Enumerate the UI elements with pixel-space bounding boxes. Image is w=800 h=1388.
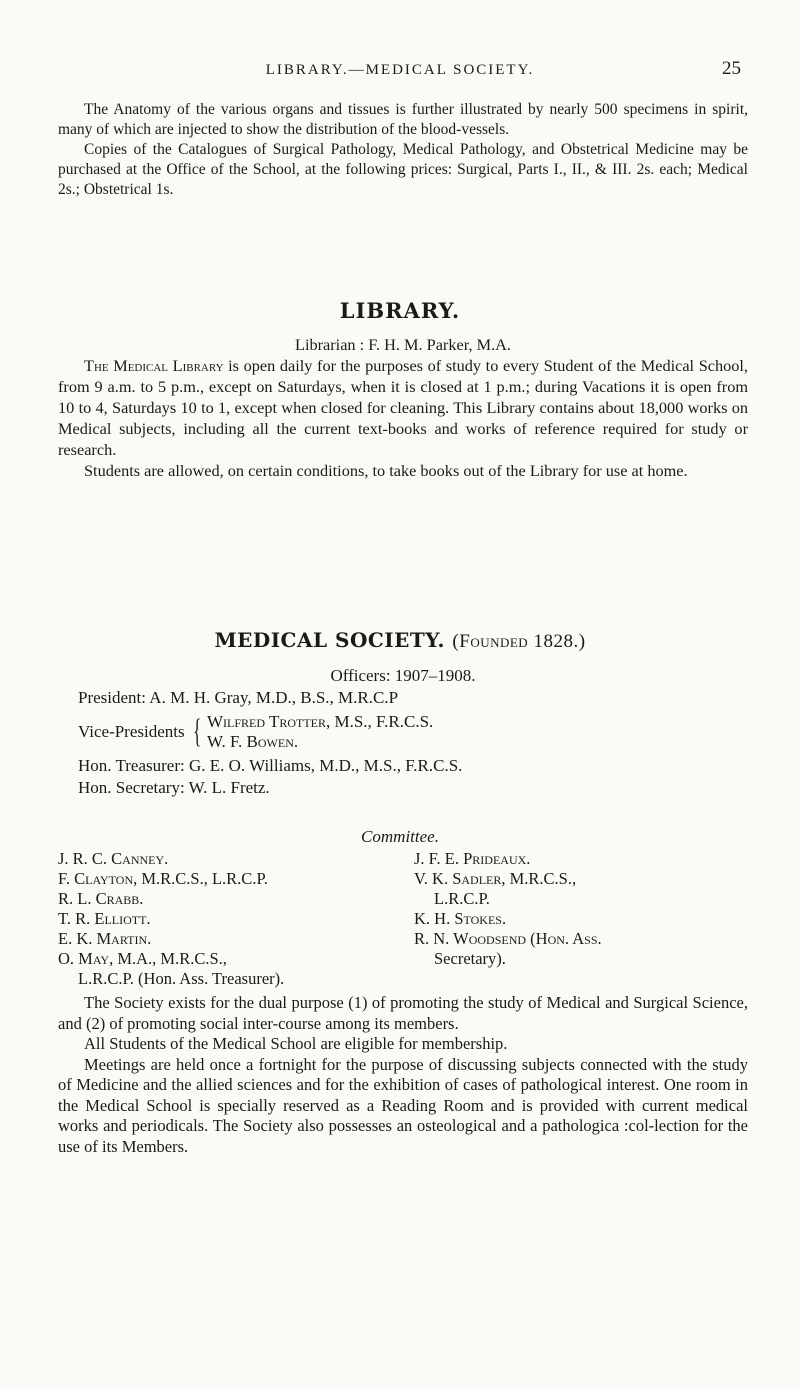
- library-section: [58, 334, 748, 481]
- meetings-paragraph: Meetings are held once a fortnight for the purpose of discussing subjects connected with the study of Medicine and the allied sciences and for the exhibition of cases of pathological interest. One room in the Medical School is specially reserved as a Reading Room and is provided with current medical works and periodicals. The Society also possesses an osteological and a pathologica :col-lection for the use of its Members.: [58, 1054, 748, 1156]
- officers-title: Officers: 1907–1908.: [330, 666, 476, 685]
- committee-member: R. N. Woodsend (Hon. Ass.: [414, 929, 602, 948]
- society-description: [58, 993, 748, 1157]
- committee-right-column: [414, 849, 602, 969]
- treasurer-line: Hon. Treasurer: G. E. O. Williams, M.D., M.S., F.R.C.S.: [78, 756, 463, 775]
- committee-member-continued: L.R.C.P. (Hon. Ass. Treasurer).: [78, 969, 285, 988]
- brace-glyph: {: [192, 713, 201, 750]
- anatomy-intro: [58, 100, 748, 200]
- committee-member: J. F. E. Prideaux.: [414, 849, 531, 868]
- vice-presidents: [58, 709, 748, 755]
- committee-member: V. K. Sadler, M.R.C.S.,: [414, 869, 577, 888]
- committee-title: Committee.: [361, 827, 439, 846]
- committee-member: T. R. Elliott.: [58, 909, 151, 928]
- committee-member-continued: L.R.C.P.: [434, 889, 490, 908]
- page-number: 25: [722, 58, 741, 79]
- society-title: MEDICAL SOCIETY.: [214, 628, 445, 652]
- officers-section: [58, 665, 748, 799]
- membership-paragraph: All Students of the Medical School are eligible for membership.: [84, 1034, 508, 1053]
- committee-member-continued: Secretary).: [434, 949, 506, 968]
- vice-presidents-label: Vice-Presidents: [78, 722, 185, 741]
- running-head: LIBRARY.—MEDICAL SOCIETY.: [265, 62, 535, 78]
- society-purpose-paragraph: The Society exists for the dual purpose (1) of promoting the study of Medical and Surgical Science, and (2) of promoting social inter-course among its members.: [58, 993, 748, 1033]
- secretary-line: Hon. Secretary: W. L. Fretz.: [78, 778, 270, 797]
- library-lead-words: The Medical Library: [84, 356, 224, 375]
- vice-presidents-names: [207, 712, 433, 752]
- committee-member: O. May, M.A., M.R.C.S.,: [58, 949, 227, 968]
- catalogues-paragraph: Copies of the Catalogues of Surgical Pathology, Medical Pathology, and Obstetrical Medicine may be purchased at the Office of the School, at the following prices: Surgical, Parts I., II., & III. 2s. each; Medical 2s.; Obstetrical 1s.: [58, 141, 748, 198]
- president-line: President: A. M. H. Gray, M.D., B.S., M.R.C.P: [78, 688, 399, 707]
- committee-member: J. R. C. Canney.: [58, 849, 169, 868]
- committee-member: K. H. Stokes.: [414, 909, 507, 928]
- librarian-line: Librarian : F. H. M. Parker, M.A.: [295, 335, 511, 354]
- committee-member: R. L. Crabb.: [58, 889, 144, 908]
- medical-society-heading: [0, 628, 800, 653]
- borrowing-paragraph: Students are allowed, on certain conditions, to take books out of the Library for use at home.: [84, 461, 688, 480]
- anatomy-paragraph: The Anatomy of the various organs and tissues is further illustrated by nearly 500 specimens in spirit, many of which are injected to show the distribution of the blood-vessels.: [58, 101, 748, 138]
- library-paragraph-text: is open daily for the purposes of study to every Student of the Medical School, from 9 a.m. to 5 p.m., except on Saturdays, when it is closed at 1 p.m.; during Vacations it is open from 10 to 4, Saturdays 10 to 1, except when closed for cleaning. This Library contains about 18,000 works on Medical subjects, including all the current text-books and works of reference required for study or research.: [58, 356, 748, 459]
- vice-president-2: W. F. Bowen.: [206, 732, 299, 751]
- library-paragraph: [58, 355, 748, 460]
- committee-member: F. Clayton, M.R.C.S., L.R.C.P.: [58, 869, 268, 888]
- vice-president-1: Wilfred Trotter, M.S., F.R.C.S.: [206, 712, 434, 731]
- committee-left-column: [58, 849, 284, 989]
- library-heading: LIBRARY.: [339, 298, 461, 323]
- founded-note: (Founded 1828.): [452, 631, 586, 652]
- committee-member: E. K. Martin.: [58, 929, 152, 948]
